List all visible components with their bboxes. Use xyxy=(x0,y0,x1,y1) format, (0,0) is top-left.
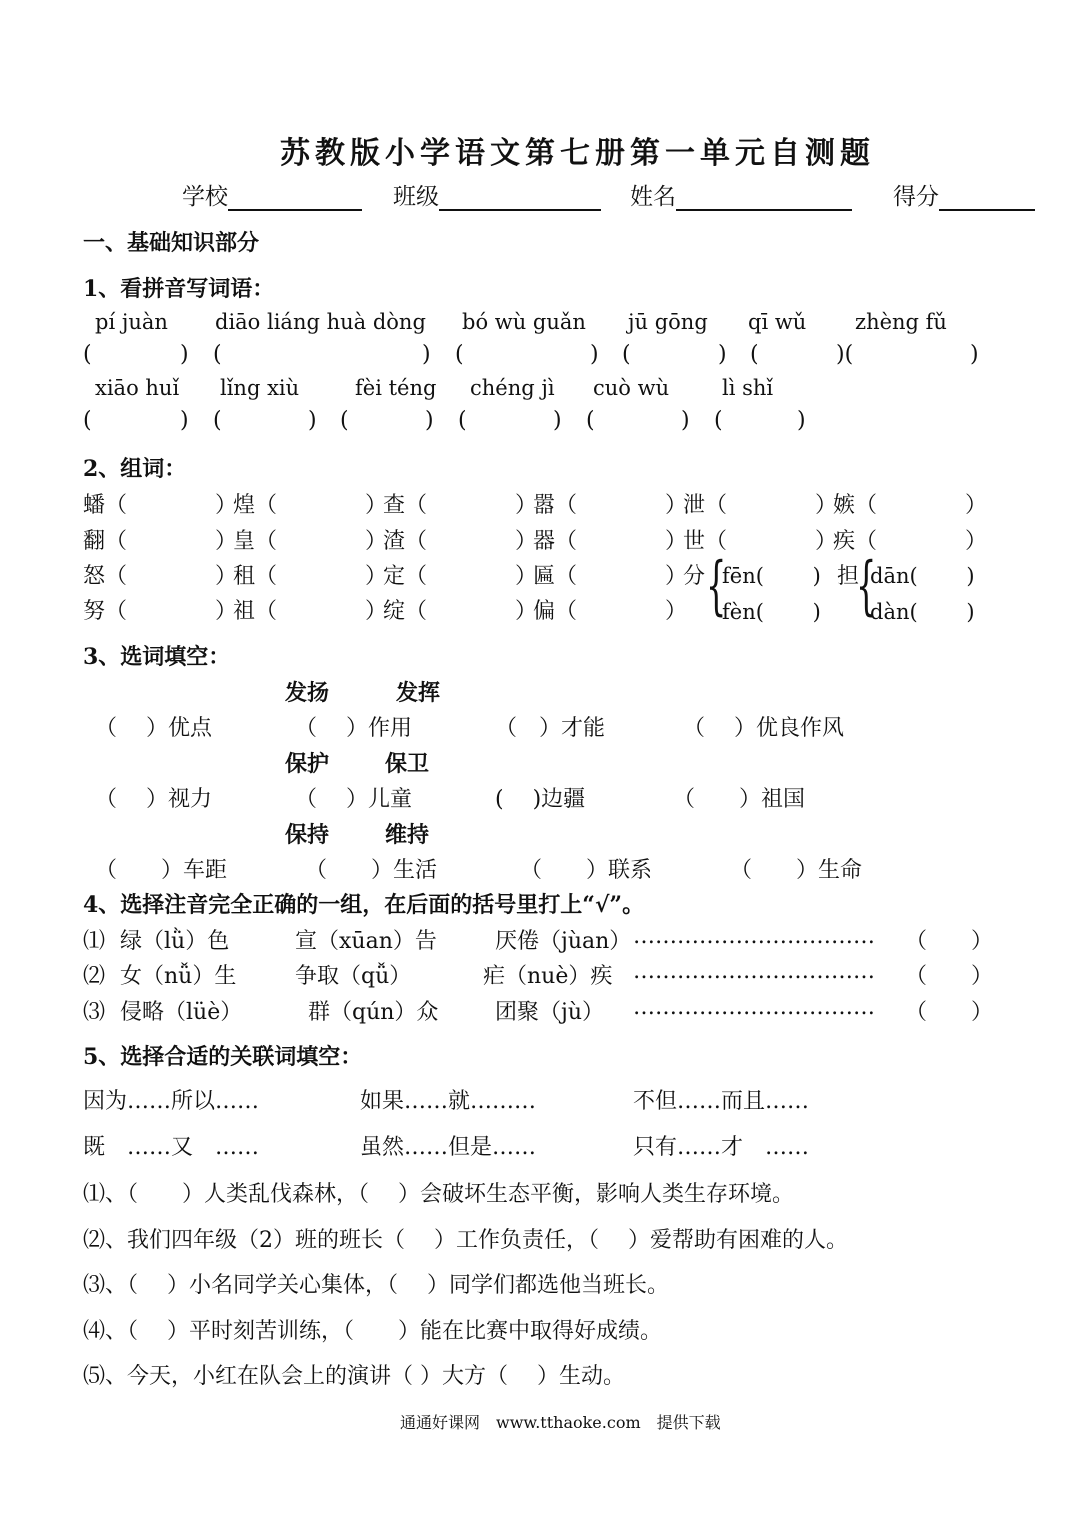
school-label: 学校 xyxy=(182,184,228,210)
answer-blank-close: ) xyxy=(308,408,317,433)
check-blank[interactable]: （ ） xyxy=(905,964,994,989)
brace-icon: { xyxy=(706,549,727,623)
fill-item[interactable]: （ ）联系 xyxy=(520,858,653,883)
pinyin-item: jū gōng xyxy=(628,310,708,334)
word-item[interactable]: 嫉（ ） xyxy=(833,493,988,518)
brace-icon: { xyxy=(856,549,877,623)
q4-option: 团聚（jù） xyxy=(495,1000,604,1025)
pinyin-item: lì shǐ xyxy=(722,376,774,400)
school-field xyxy=(182,178,362,211)
pinyin-item: fèi téng xyxy=(355,376,437,400)
answer-blank[interactable]: ( xyxy=(83,342,92,367)
class-label: 班级 xyxy=(393,184,439,210)
answer-blank-close: ) xyxy=(718,342,727,367)
word-item[interactable]: 偏（ ） xyxy=(533,599,688,624)
answer-blank[interactable]: ( xyxy=(622,342,631,367)
dot-leader: …………………………… xyxy=(633,995,875,1020)
class-blank[interactable] xyxy=(439,187,601,211)
class-field xyxy=(393,178,601,211)
answer-blank-close: ) xyxy=(681,408,690,433)
word-item[interactable]: 器（ ） xyxy=(533,529,688,554)
word-item[interactable]: 查（ ） xyxy=(383,493,538,518)
fill-sentence[interactable]: ⑸、今天，小红在队会上的演讲（ ）大方（ ）生动。 xyxy=(83,1364,625,1389)
answer-blank[interactable]: ( xyxy=(340,408,349,433)
answer-blank[interactable]: ( xyxy=(714,408,723,433)
word-choice: 保卫 xyxy=(385,751,430,777)
fill-sentence[interactable]: ⑷、（ ）平时刻苦训练，（ ）能在比赛中取得好成绩。 xyxy=(83,1319,662,1344)
q1-heading: 1、看拼音写词语： xyxy=(83,276,275,302)
pinyin-item: lǐng xiù xyxy=(220,376,300,400)
answer-blank-close: ) xyxy=(970,342,979,367)
word-item[interactable]: 蟠（ ） xyxy=(83,493,238,518)
answer-blank[interactable]: ( xyxy=(586,408,595,433)
polyphone-reading[interactable]: fēn( ) xyxy=(722,564,821,588)
answer-blank-close: ) xyxy=(553,408,562,433)
answer-blank[interactable]: ( xyxy=(213,342,222,367)
answer-blank-close: ) xyxy=(180,342,189,367)
polyphone-reading[interactable]: dàn( ) xyxy=(870,600,975,624)
polyphone-char: 担 xyxy=(837,564,860,589)
answer-blank-close: ) xyxy=(180,408,189,433)
section-heading: 一、基础知识部分 xyxy=(83,230,260,256)
answer-blank-close: ) xyxy=(590,342,599,367)
fill-item[interactable]: （ ）视力 xyxy=(95,787,213,812)
q4-number: ⑶ xyxy=(83,1000,106,1025)
fill-item[interactable]: （ ）车距 xyxy=(95,858,228,883)
word-item[interactable]: 疾（ ） xyxy=(833,529,988,554)
score-blank[interactable] xyxy=(939,187,1035,211)
polyphone-reading[interactable]: fèn( ) xyxy=(722,600,821,624)
word-choice: 保持 xyxy=(285,822,330,848)
word-item[interactable]: 翻（ ） xyxy=(83,529,238,554)
answer-blank[interactable]: ( xyxy=(455,342,464,367)
answer-blank[interactable]: ( xyxy=(83,408,92,433)
dot-leader: …………………………… xyxy=(633,924,875,949)
word-item[interactable]: 皇（ ） xyxy=(233,529,388,554)
conjunction-pair: 既 ……又 …… xyxy=(83,1135,260,1160)
answer-blank-close: )( xyxy=(836,342,854,367)
word-item[interactable]: 世（ ） xyxy=(683,529,838,554)
word-item[interactable]: 嚣（ ） xyxy=(533,493,688,518)
polyphone-char: 分 xyxy=(683,564,706,589)
q4-number: ⑵ xyxy=(83,964,106,989)
q4-option: 宣（xūan）告 xyxy=(295,929,437,954)
pinyin-item: xiāo huǐ xyxy=(95,376,180,400)
fill-item[interactable]: （ ）优点 xyxy=(95,716,213,741)
answer-blank-close: ) xyxy=(797,408,806,433)
fill-item[interactable]: （ ）生命 xyxy=(730,858,863,883)
answer-blank[interactable]: ( xyxy=(458,408,467,433)
answer-blank[interactable]: ( xyxy=(213,408,222,433)
answer-blank-close: ) xyxy=(422,342,431,367)
fill-item[interactable]: ( )边疆 xyxy=(495,787,586,812)
fill-item[interactable]: （ ）生活 xyxy=(305,858,438,883)
name-blank[interactable] xyxy=(676,187,852,211)
conjunction-pair: 如果……就……… xyxy=(360,1089,537,1114)
name-field xyxy=(630,178,852,211)
fill-item[interactable]: （ ）优良作风 xyxy=(683,716,845,741)
page-title: 苏教版小学语文第七册第一单元自测题 xyxy=(280,136,875,171)
polyphone-reading[interactable]: dān( ) xyxy=(870,564,975,588)
word-item[interactable]: 定（ ） xyxy=(383,564,538,589)
check-blank[interactable]: （ ） xyxy=(905,929,994,954)
fill-sentence[interactable]: ⑴、（ ）人类乱伐森林，（ ）会破坏生态平衡，影响人类生存环境。 xyxy=(83,1182,794,1207)
answer-blank-close: ) xyxy=(425,408,434,433)
pinyin-item: chéng jì xyxy=(470,376,555,400)
word-choice: 维持 xyxy=(385,822,430,848)
word-item[interactable]: 绽（ ） xyxy=(383,599,538,624)
score-label: 得分 xyxy=(893,184,939,210)
q4-heading: 4、选择注音完全正确的一组，在后面的括号里打上“√”。 xyxy=(83,892,645,918)
fill-item[interactable]: （ ）作用 xyxy=(295,716,413,741)
school-blank[interactable] xyxy=(228,187,362,211)
word-item[interactable]: 租（ ） xyxy=(233,564,388,589)
conjunction-pair: 虽然……但是…… xyxy=(360,1135,537,1160)
q4-option: 绿（lǜ）色 xyxy=(120,929,230,954)
word-item[interactable]: 泄（ ） xyxy=(683,493,838,518)
word-choice: 保护 xyxy=(285,751,330,777)
fill-item[interactable]: （ ）儿童 xyxy=(295,787,413,812)
q3-heading: 3、选词填空： xyxy=(83,644,231,670)
fill-sentence[interactable]: ⑶、（ ）小名同学关心集体，（ ）同学们都选他当班长。 xyxy=(83,1273,669,1298)
fill-item[interactable]: （ ）才能 xyxy=(495,716,606,741)
score-field xyxy=(893,178,1035,211)
word-item[interactable]: 渣（ ） xyxy=(383,529,538,554)
word-item[interactable]: 煌（ ） xyxy=(233,493,388,518)
conjunction-pair: 不但……而且…… xyxy=(633,1089,810,1114)
q4-number: ⑴ xyxy=(83,929,106,954)
word-choice: 发挥 xyxy=(396,680,441,706)
word-item[interactable]: 匾（ ） xyxy=(533,564,688,589)
pinyin-item: diāo liáng huà dòng xyxy=(215,310,426,334)
footer-text: 通通好课网 www.tthaoke.com 提供下载 xyxy=(400,1413,721,1432)
conjunction-pair: 因为……所以…… xyxy=(83,1089,260,1114)
fill-item[interactable]: （ ）祖国 xyxy=(673,787,806,812)
pinyin-item: zhèng fǔ xyxy=(855,310,947,334)
q4-option: 厌倦（jùan） xyxy=(495,929,632,954)
q4-option: 侵略（lüè） xyxy=(120,1000,243,1025)
answer-blank[interactable]: ( xyxy=(750,342,759,367)
q4-option: 女（nǚ）生 xyxy=(120,964,237,989)
name-label: 姓名 xyxy=(630,184,676,210)
word-item[interactable]: 祖（ ） xyxy=(233,599,388,624)
word-item[interactable]: 怒（ ） xyxy=(83,564,238,589)
check-blank[interactable]: （ ） xyxy=(905,1000,994,1025)
pinyin-item: qī wǔ xyxy=(748,310,807,334)
pinyin-item: bó wù guǎn xyxy=(462,310,586,334)
fill-sentence[interactable]: ⑵、我们四年级（2）班的班长（ ）工作负责任，（ ）爱帮助有困难的人。 xyxy=(83,1228,848,1253)
dot-leader: …………………………… xyxy=(633,959,875,984)
word-item[interactable]: 努（ ） xyxy=(83,599,238,624)
q4-option: 疟（nuè）疾 xyxy=(483,964,613,989)
pinyin-item: cuò wù xyxy=(593,376,670,400)
pinyin-item: pí juàn xyxy=(95,310,168,334)
q5-heading: 5、选择合适的关联词填空： xyxy=(83,1044,363,1070)
conjunction-pair: 只有……才 …… xyxy=(633,1135,810,1160)
q2-heading: 2、组词： xyxy=(83,456,187,482)
q4-option: 群（qún）众 xyxy=(308,1000,439,1025)
word-choice: 发扬 xyxy=(285,680,330,706)
q4-option: 争取（qǚ） xyxy=(295,964,412,989)
